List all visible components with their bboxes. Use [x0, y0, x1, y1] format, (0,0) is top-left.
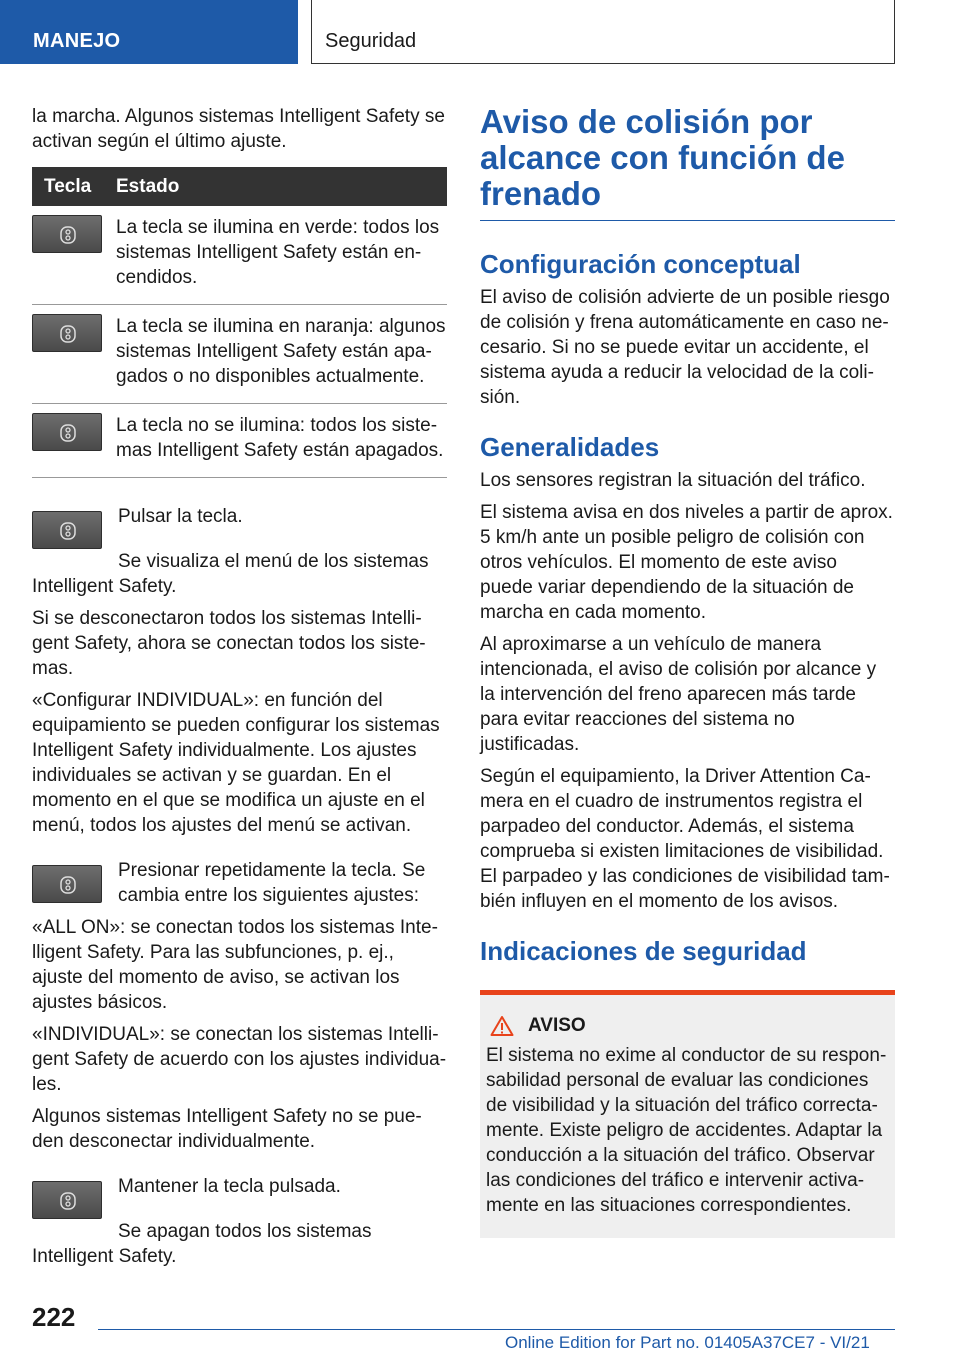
- safety-button-icon: [32, 215, 102, 253]
- warning-label: AVISO: [528, 1015, 586, 1036]
- paragraph: «Configurar INDIVIDUAL»: en función del equipamiento se pueden configurar los sistemas Intelligent Safety individualmente. Los ajustes individuales se activan y se guardan. En el momento en el que se modifica un ajuste en el menú, todos los ajustes del menú se activan.: [32, 690, 440, 836]
- key-status-table: [32, 167, 447, 478]
- paragraph: El aviso de colisión advierte de un posible riesgo de colisión y frena automáticamente en caso necesario. Si no se puede evitar un accidente, el sistema ayuda a reducir la velocidad de la colisión.: [480, 287, 890, 408]
- paragraph: «ALL ON»: se conectan todos los sistemas Intelligent Safety. Para las subfunciones, p. ej., ajuste del momento de aviso, se activan los ajustes básicos.: [32, 917, 438, 1013]
- table-cell-status: La tecla se ilumina en verde: todos los sistemas Intelligent Safety están encendidos.: [116, 206, 447, 305]
- paragraph: Algunos sistemas Intelligent Safety no se pueden desconectar individualmente.: [32, 1106, 422, 1152]
- safety-button-icon: [32, 511, 102, 549]
- paragraph: Según el equipamiento, la Driver Attention Camera en el cuadro de instrumentos registra el parpadeo del conductor. Además, el sistema comprueba si existen limitaciones de visibilidad. El parpadeo y las condiciones de visibilidad también influyen en el momento de los avisos.: [480, 766, 890, 912]
- paragraph: Los sensores registran la situación del tráfico.: [480, 470, 866, 491]
- safety-button-icon: [32, 413, 102, 451]
- intro-text: la marcha. Algunos sistemas Intelligent Safety se activan según el último ajuste.: [32, 106, 445, 152]
- page-number: 222: [32, 1302, 76, 1332]
- warning-triangle-icon: [490, 1015, 514, 1037]
- warning-text: El sistema no exime al conductor de su responsabilidad personal de evaluar las condiciones de visibilidad y la situación del tráfico correctamente. Existe peligro de accidentes. Adaptar la conducción a la situación del tráfico. Observar las condiciones del tráfico e intervenir activamente en las situaciones correspondientes.: [486, 1045, 887, 1216]
- paragraph: Al aproximarse a un vehículo de manera intencionada, el aviso de colisión por alcance y la intervención del freno aparecen más tarde para evitar reacciones del sistema no justificadas.: [480, 634, 877, 755]
- table-cell-status: La tecla no se ilumina: todos los sistemas Intelligent Safety están apagados.: [116, 404, 447, 478]
- right-column: [480, 104, 895, 1238]
- section-title: Seguridad: [325, 30, 417, 52]
- section-header: [311, 0, 895, 64]
- warning-box: [480, 990, 895, 1238]
- left-column: [32, 104, 447, 1276]
- subheading-safety: Indicaciones de seguridad: [480, 936, 807, 966]
- table-row: [32, 404, 447, 478]
- safety-button-icon: [32, 865, 102, 903]
- step-hold-key: [32, 1174, 447, 1219]
- section-heading: Aviso de colisión por alcance con función de frenado: [480, 104, 895, 221]
- paragraph: El sistema avisa en dos niveles a partir de aprox. 5 km/h ante un posible peligro de colisión con otros vehículos. El momento de este aviso puede variar dependiendo de la situación de marcha en cada momento.: [480, 502, 893, 623]
- subheading-general: Generalidades: [480, 432, 660, 462]
- table-header-status: Estado: [116, 167, 447, 206]
- table-row: [32, 305, 447, 404]
- table-cell-status: La tecla se ilumina en naranja: algunos sistemas Intelligent Safety están apagados o no disponibles actualmente.: [116, 305, 447, 404]
- step-action: Pulsar la tecla.: [118, 506, 243, 527]
- step-press-key: [32, 504, 447, 549]
- safety-button-icon: [32, 314, 102, 352]
- step-result: Se apagan todos los sistemas Intelligent Safety.: [32, 1221, 372, 1267]
- table-header-row: [32, 167, 447, 206]
- footer-edition: Online Edition for Part no. 01405A37CE7 - VI/21: [505, 1333, 870, 1352]
- step-result: Se visualiza el menú de los sistemas Intelligent Safety.: [32, 551, 429, 597]
- table-header-key: Tecla: [32, 167, 116, 206]
- subheading-concept: Configuración conceptual: [480, 249, 801, 279]
- paragraph: Si se desconectaron todos los sistemas Intelligent Safety, ahora se conectan todos los sistemas.: [32, 608, 426, 679]
- step-action: Presionar repetidamente la tecla. Se cambia entre los siguientes ajustes:: [118, 860, 426, 906]
- safety-button-icon: [32, 1181, 102, 1219]
- step-action: Mantener la tecla pulsada.: [118, 1176, 341, 1197]
- table-row: [32, 206, 447, 305]
- warning-header: [490, 1015, 887, 1037]
- footer-divider: [98, 1329, 895, 1330]
- paragraph: «INDIVIDUAL»: se conectan los sistemas Intelligent Safety de acuerdo con los ajustes individuales.: [32, 1024, 447, 1095]
- chapter-tab: [0, 0, 298, 64]
- chapter-label: MANEJO: [33, 30, 121, 52]
- step-repeat-press: [32, 858, 447, 915]
